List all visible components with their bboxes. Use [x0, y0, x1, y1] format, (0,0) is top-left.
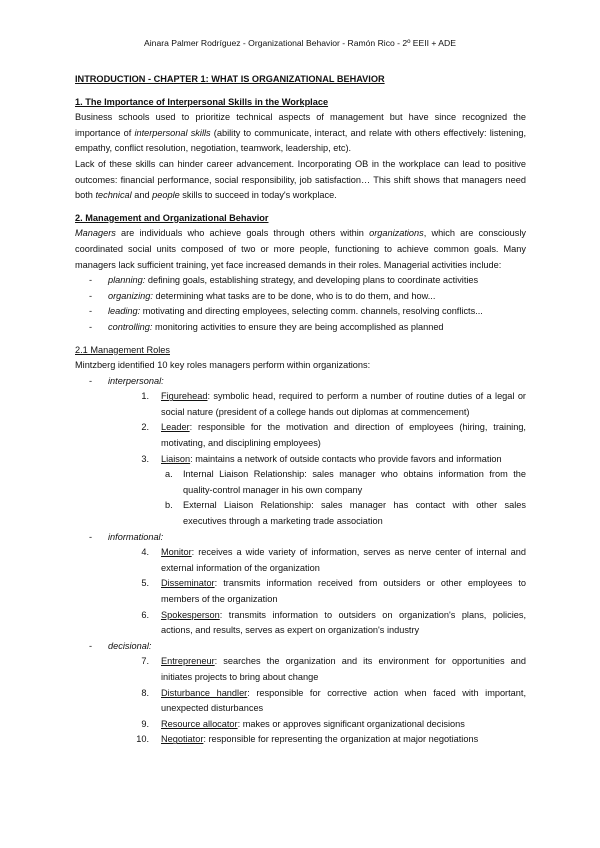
- list-item-role: 6. Spokesperson: transmits information to outsiders on organization's plans, policies, actions, and results, serves as expert on organization's industry: [141, 609, 526, 636]
- list-item-role: 3. Liaison: maintains a network of outside contacts who provide favors and information: [141, 453, 502, 464]
- list-item-activity: - planning: defining goals, establishing strategy, and developing plans to coordinate activities: [89, 275, 479, 286]
- list-item-role: 5. Disseminator: transmits information received from outsiders or other employees to members of the organization: [141, 578, 526, 604]
- list-item-activity: - organizing: determining what tasks are to be done, who is to do them, and how...: [89, 290, 436, 301]
- paragraph-mintzberg-intro: Mintzberg identified 10 key roles managers perform within organizations:: [75, 360, 371, 371]
- document-body: [75, 72, 526, 748]
- paragraph-ob-outcomes: Lack of these skills can hinder career advancement. Incorporating OB in the workplace can lead to positive outcomes: financial performance, social responsibility, job satisfaction… This shift shows that managers need both technical and people skills to succeed in today's workplace.: [75, 158, 526, 201]
- list-item-role: 7. Entrepreneur: searches the organization and its environment for opportunities and initiates projects to bring about change: [141, 656, 526, 682]
- list-item-activity: - controlling: monitoring activities to ensure they are being accomplished as planned: [89, 321, 444, 332]
- paragraph-interpersonal-skills: Business schools used to prioritize technical aspects of management but have since recognized the importance of interpersonal skills (ability to communicate, interact, and relate with others effectively: listening, empathy, conflict resolution, negotiation, teamwork, leadership, etc).: [75, 112, 526, 154]
- role-group-label: - interpersonal:: [89, 375, 164, 386]
- page-header: Ainara Palmer Rodríguez - Organizational Behavior - Ramón Rico - 2º EEII + ADE: [144, 38, 456, 48]
- role-group-label: - informational:: [89, 531, 164, 542]
- subsection-heading-management-roles: 2.1 Management Roles: [75, 344, 170, 355]
- document-title: INTRODUCTION - CHAPTER 1: WHAT IS ORGANIZATIONAL BEHAVIOR: [75, 74, 385, 84]
- list-item-role: 10. Negotiator: responsible for representing the organization at major negotiations: [136, 734, 479, 745]
- list-item-role: 2. Leader: responsible for the motivation and direction of employees (hiring, training, motivating, and disciplining employees): [141, 422, 526, 449]
- section-heading-management-ob: 2. Management and Organizational Behavior: [75, 212, 269, 223]
- list-item-role: 1. Figurehead: symbolic head, required to perform a number of routine duties of a legal or social nature (president of a college hands out diplomas at commencement): [141, 391, 526, 417]
- paragraph-managers: Managers are individuals who achieve goals through others within organizations, which are consciously coordinated social units composed of two or more people, functioning to achieve common goals. Many managers lack sufficient training, yet face increased demands in their roles. Managerial activities include:: [75, 228, 526, 270]
- list-item-role: 8. Disturbance handler: responsible for corrective action when faced with important, unexpected disturbances: [141, 687, 526, 714]
- list-item-role: 4. Monitor: receives a wide variety of information, serves as nerve center of internal and external information of the organization: [141, 547, 526, 573]
- list-item-liaison-type: b. External Liaison Relationship: sales manager has contact with other sales executives through a marketing trade association: [165, 500, 526, 527]
- section-heading-interpersonal-skills: 1. The Importance of Interpersonal Skills in the Workplace: [75, 96, 329, 107]
- list-item-role: 9. Resource allocator: makes or approves significant organizational decisions: [141, 718, 465, 729]
- list-item-activity: - leading: motivating and directing employees, selecting comm. channels, resolving conflicts...: [89, 306, 483, 317]
- list-item-liaison-type: a. Internal Liaison Relationship: sales manager who obtains information from the quality-control manager in his own company: [165, 469, 526, 495]
- role-group-label: - decisional:: [89, 640, 152, 651]
